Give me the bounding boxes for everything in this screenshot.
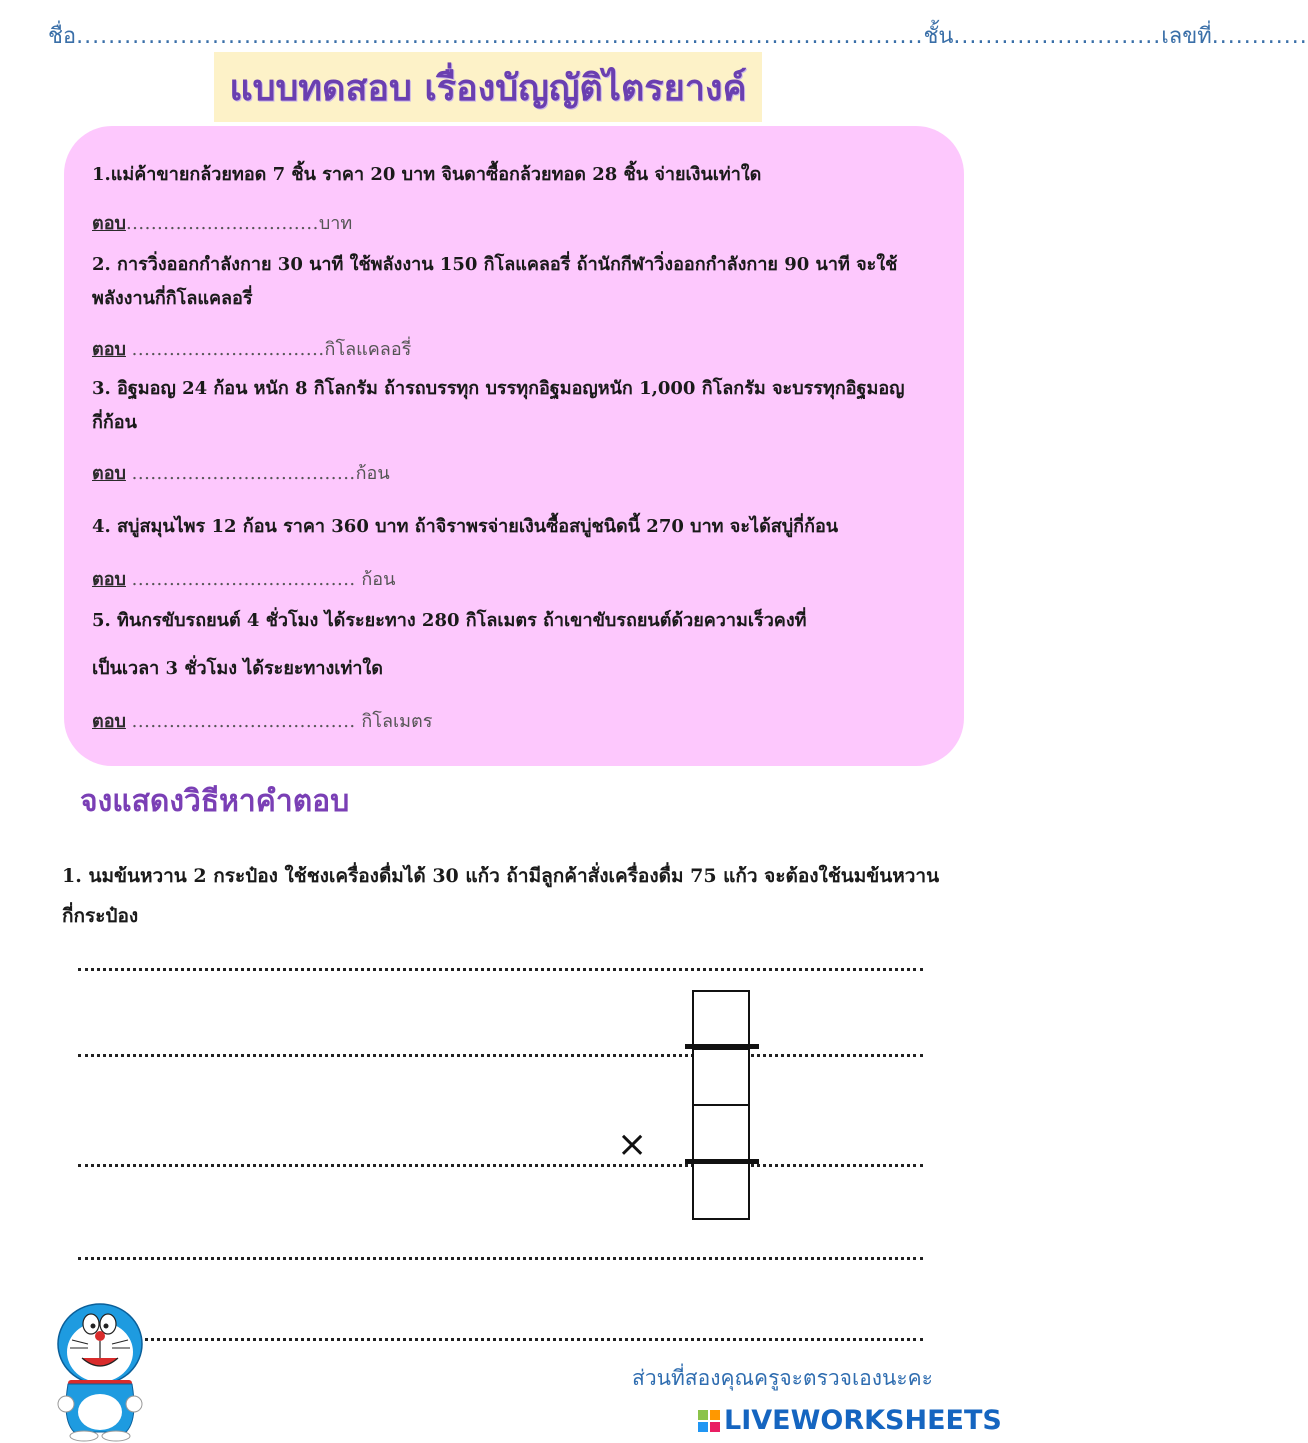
- answer-label: ตอบ: [92, 463, 126, 484]
- question-4: 4. สบู่สมุนไพร 12 ก้อน ราคา 360 บาท ถ้าจิราพรจ่ายเงินซื้อสบู่ชนิดนี้ 270 บาท จะได้สบู่กี่ก้อน: [92, 516, 839, 537]
- times-sign: ×: [617, 1124, 648, 1165]
- cat-mascot-icon: [52, 1300, 148, 1440]
- answer-label: ตอบ: [92, 711, 126, 732]
- answer-input-3[interactable]: ....................................: [131, 463, 356, 484]
- work-line-1[interactable]: [78, 968, 923, 971]
- answer-label: ตอบ: [92, 569, 126, 590]
- student-info-line: [48, 18, 1308, 53]
- fraction-2-numerator-box[interactable]: [692, 1104, 750, 1162]
- brand-grid-icon: [698, 1410, 720, 1432]
- answer-unit-5: กิโลเมตร: [361, 711, 433, 732]
- answer-input-2[interactable]: ...............................: [131, 339, 325, 360]
- name-field[interactable]: ..........................................................................................................: [76, 24, 924, 49]
- answer-row-2: [92, 334, 411, 363]
- answer-unit-1: บาท: [318, 213, 353, 234]
- number-label: เลขที่: [1161, 24, 1212, 49]
- answer-unit-4: ก้อน: [361, 569, 396, 590]
- question-1: 1.แม่ค้าขายกล้วยทอด 7 ชิ้น ราคา 20 บาท จินดาซื้อกล้วยทอด 28 ชิ้น จ่ายเงินเท่าใด: [92, 164, 762, 185]
- class-field[interactable]: ..........................: [953, 24, 1162, 49]
- title-banner: [214, 52, 762, 122]
- brand-name: LIVEWORKSHEETS: [724, 1405, 1002, 1436]
- name-label: ชื่อ: [48, 24, 77, 49]
- answer-label: ตอบ: [92, 339, 126, 360]
- work-line-5[interactable]: [78, 1338, 923, 1341]
- fraction-1-numerator-box[interactable]: [692, 990, 750, 1048]
- page-title: แบบทดสอบ เรื่องบัญญัติไตรยางค์: [229, 67, 747, 109]
- answer-input-5[interactable]: ....................................: [131, 711, 356, 732]
- answer-row-4: [92, 564, 395, 593]
- question-5: 5. ทินกรขับรถยนต์ 4 ชั่วโมง ได้ระยะทาง 280 กิโลเมตร ถ้าเขาขับรถยนต์ด้วยความเร็วคงที่: [92, 610, 807, 631]
- question-3: 3. อิฐมอญ 24 ก้อน หนัก 8 กิโลกรัม ถ้ารถบรรทุก บรรทุกอิฐมอญหนัก 1,000 กิโลกรัม จะบรรทุกอิฐมอญกี่ก้อน: [92, 378, 905, 433]
- question-5-line-2: เป็นเวลา 3 ชั่วโมง ได้ระยะทางเท่าใด: [92, 658, 383, 679]
- answer-unit-3: ก้อน: [355, 463, 390, 484]
- work-line-2[interactable]: [78, 1054, 923, 1057]
- brand-logo: [698, 1405, 1002, 1436]
- fraction-1-denominator-box[interactable]: [692, 1048, 750, 1106]
- class-label: ชั้น: [923, 24, 954, 49]
- answer-label: ตอบ: [92, 213, 126, 234]
- answer-row-1: [92, 208, 352, 237]
- teacher-note: ส่วนที่สองคุณครูจะตรวจเองนะคะ: [632, 1366, 933, 1390]
- work-line-4[interactable]: [78, 1257, 923, 1260]
- answer-row-3: [92, 458, 390, 487]
- number-field[interactable]: ............: [1211, 24, 1308, 49]
- answer-row-5: [92, 706, 432, 735]
- fraction-2-denominator-box[interactable]: [692, 1162, 750, 1220]
- question-2: 2. การวิ่งออกกำลังกาย 30 นาที ใช้พลังงาน 150 กิโลแคลอรี่ ถ้านักกีฬาวิ่งออกกำลังกาย 90 นาที จะใช้พลังงานกี่กิโลแคลอรี่: [92, 254, 898, 309]
- answer-input-1[interactable]: ...............................: [125, 213, 319, 234]
- work-question-1: 1. นมข้นหวาน 2 กระป๋อง ใช้ชงเครื่องดื่มได้ 30 แก้ว ถ้ามีลูกค้าสั่งเครื่องดื่ม 75 แก้ว จะต้องใช้นมข้นหวานกี่กระป๋อง: [62, 865, 940, 927]
- work-line-3[interactable]: [78, 1164, 923, 1167]
- answer-input-4[interactable]: ....................................: [131, 569, 356, 590]
- answer-unit-2: กิโลแคลอรี่: [324, 339, 412, 360]
- show-work-heading: จงแสดงวิธีหาคำตอบ: [80, 784, 350, 819]
